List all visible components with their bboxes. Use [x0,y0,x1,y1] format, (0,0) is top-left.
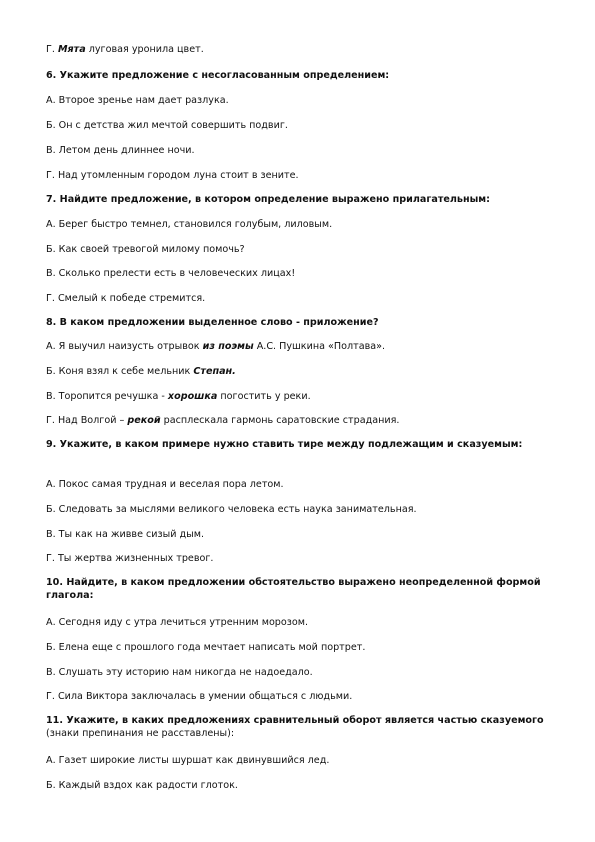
question-8: 8. В каком предложении выделенное слово - приложение? [46,317,379,328]
option-b-q11: Б. Каждый вздох как радости глоток. [46,780,238,791]
option-prefix: Г. [46,44,58,55]
option-text: луговая уронила цвет. [85,44,204,55]
option-a-q7: А. Берег быстро темнел, становился голубым, лиловым. [46,219,333,230]
option-prefix: Б. Коня взял к себе мельник [46,366,194,377]
highlighted-word: хорошка [167,391,218,402]
option-text: расплескала гармонь саратовские страдания. [160,415,400,426]
option-text: А.С. Пушкина «Полтава». [253,341,386,352]
option-c-q9: В. Ты как на живве сизый дым. [46,529,204,540]
option-b-q6: Б. Он с детства жил мечтой совершить подвиг. [46,120,288,131]
option-c-q8 [46,390,556,403]
option-a-q8 [46,340,556,353]
question-10: 10. Найдите, в каком предложении обстоятельство выражено неопределенной формой глагола: [46,577,541,601]
highlighted-word: Мята [57,44,86,55]
question-title: 11. Укажите, в каких предложениях сравнительный оборот является частью сказуемого [46,715,544,726]
option-b-q10: Б. Елена еще с прошлого года мечтает написать мой портрет. [46,642,366,653]
option-prefix: В. Торопится речушка - [46,391,168,402]
question-note: (знаки препинания не расставлены): [46,728,235,739]
highlighted-word: из поэмы [202,341,254,352]
option-prefix: Г. Над Волгой – [46,415,128,426]
option-b-q7: Б. Как своей тревогой милому помочь? [46,244,245,255]
option-prefix: А. Я выучил наизусть отрывок [46,341,203,352]
highlighted-word: рекой [127,415,161,426]
option-b-q8 [46,365,556,378]
option-c-q6: В. Летом день длиннее ночи. [46,145,195,156]
option-a-q6: А. Второе зренье нам дает разлука. [46,95,229,106]
highlighted-word: Степан. [193,366,236,377]
question-6: 6. Укажите предложение с несогласованным определением: [46,70,390,81]
question-7: 7. Найдите предложение, в котором определение выражено прилагательным: [46,194,490,205]
option-d-q10: Г. Сила Виктора заключалась в умении общаться с людьми. [46,691,353,702]
option-b-q9: Б. Следовать за мыслями великого человека есть наука занимательная. [46,504,417,515]
option-d-q6: Г. Над утомленным городом луна стоит в зените. [46,170,299,181]
option-d-q8 [46,414,556,427]
question-9: 9. Укажите, в каком примере нужно ставить тире между подлежащим и сказуемым: [46,439,523,450]
option-c-q7: В. Сколько прелести есть в человеческих лицах! [46,268,296,279]
option-d-q9: Г. Ты жертва жизненных тревог. [46,553,214,564]
option-a-q10: А. Сегодня иду с утра лечиться утренним морозом. [46,617,309,628]
question-11 [46,714,556,740]
option-text: погостить у реки. [217,391,311,402]
option-d-q7: Г. Смелый к победе стремится. [46,293,206,304]
option-g-q5 [46,43,556,56]
option-c-q10: В. Слушать эту историю нам никогда не надоедало. [46,667,313,678]
option-a-q11: А. Газет широкие листы шуршат как двинувшийся лед. [46,755,330,766]
option-a-q9: А. Покос самая трудная и веселая пора летом. [46,479,284,490]
